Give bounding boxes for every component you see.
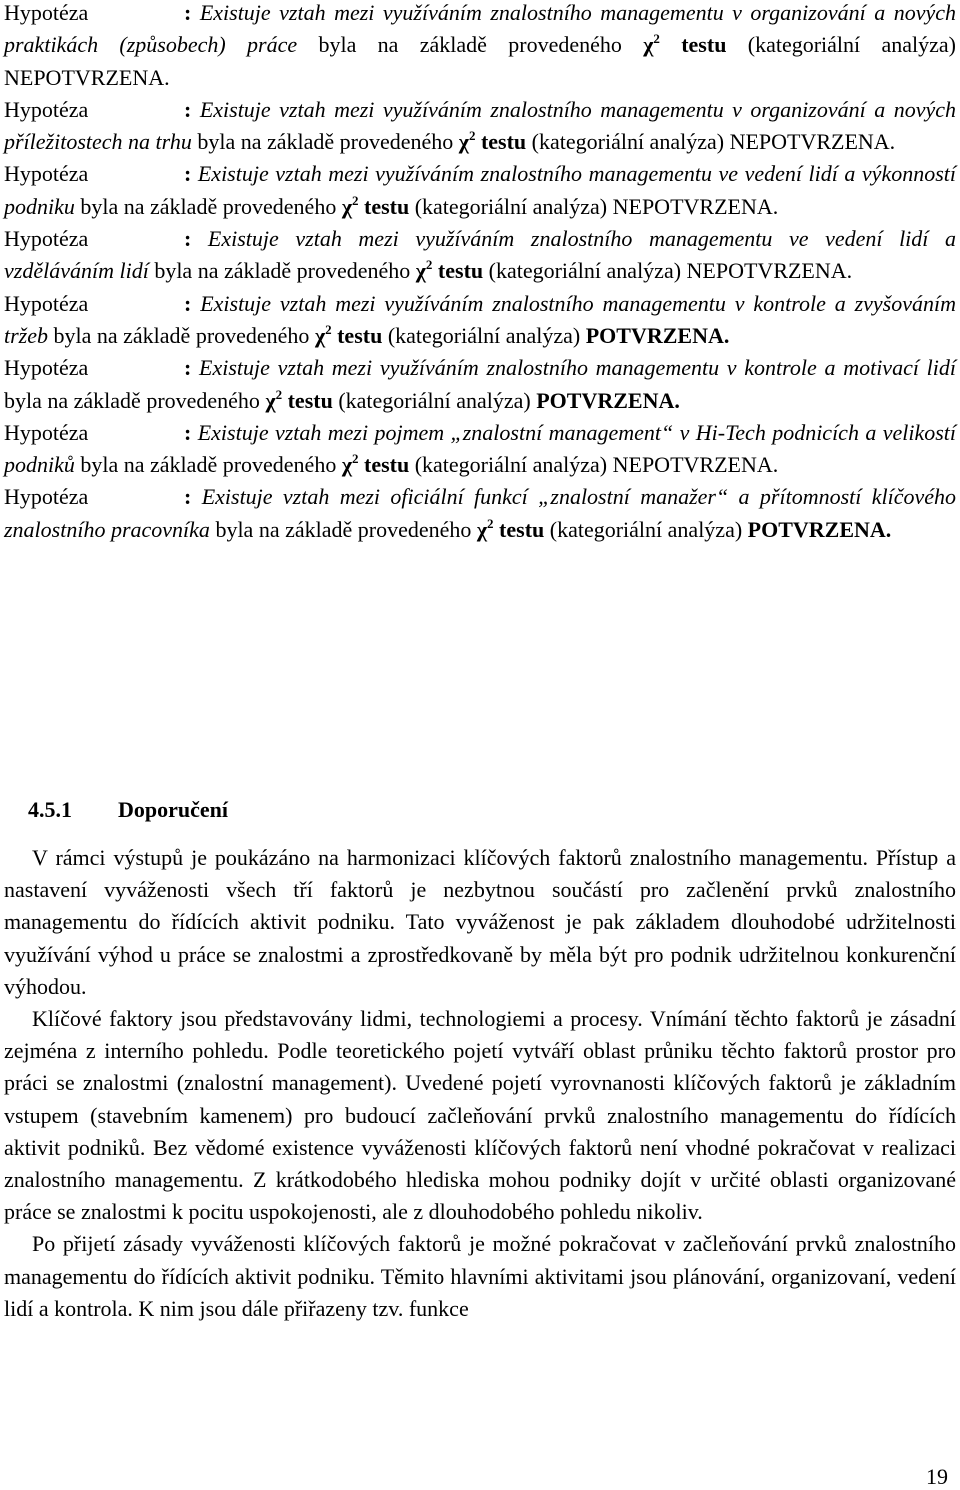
chi-exponent: 2 <box>352 192 359 208</box>
hypothesis-label: Hypotéza <box>4 484 89 510</box>
hypothesis-claim: Existuje vztah mezi pojmem „znalostní management“ v Hi-Tech podnicích a velikostí podniků <box>4 419 957 478</box>
hypothesis-result: NEPOTVRZENA. <box>612 452 779 478</box>
chi-square-symbol <box>477 517 494 542</box>
hypothesis <box>4 0 956 94</box>
hypothesis-colon: : <box>184 0 192 25</box>
hypothesis-result: NEPOTVRZENA. <box>729 129 896 155</box>
hypothesis <box>4 288 956 353</box>
test-label: testu <box>499 516 545 542</box>
analysis-type: (kategoriální analýza) <box>531 129 725 155</box>
hypothesis-method: byla na základě provedeného <box>215 516 472 542</box>
hypothesis-colon: : <box>184 161 192 187</box>
hypothesis <box>4 94 956 159</box>
hypothesis-result: NEPOTVRZENA. <box>612 193 779 219</box>
chi-square-symbol <box>643 32 660 57</box>
hypothesis-colon: : <box>184 226 192 252</box>
recommendation-text <box>4 842 956 1325</box>
hypothesis-result: POTVRZENA. <box>585 322 730 348</box>
hypothesis-label: Hypotéza <box>4 419 89 445</box>
analysis-type: (kategoriální analýza) <box>488 258 682 284</box>
chi-letter: χ <box>458 129 469 155</box>
chi-square-symbol <box>342 194 359 219</box>
section-number: 4.5.1 <box>28 797 72 822</box>
hypothesis-result: POTVRZENA. <box>536 387 680 413</box>
test-label: testu <box>364 193 410 219</box>
test-label: testu <box>337 322 383 348</box>
hypothesis-method: byla na základě provedeného <box>318 32 622 58</box>
hypothesis-claim: Existuje vztah mezi využíváním znalostního managementu ve vedení lidí a vzděláváním lidí <box>4 226 956 284</box>
chi-square-symbol <box>342 452 359 477</box>
test-label: testu <box>480 129 527 155</box>
chi-letter: χ <box>643 32 654 58</box>
hypothesis-claim: Existuje vztah mezi využíváním znalostního managementu v kontrole a zvyšováním tržeb <box>4 290 957 348</box>
hypotheses-list <box>4 0 956 546</box>
hypothesis-label: Hypotéza <box>4 0 89 25</box>
hypothesis-claim: Existuje vztah mezi oficiální funkcí „znalostní manažer“ a přítomností klíčového znalostního pracovníka <box>4 484 956 542</box>
chi-square-symbol <box>459 129 476 154</box>
hypothesis-method: byla na základě provedeného <box>197 129 454 155</box>
hypothesis-label: Hypotéza <box>4 161 89 187</box>
hypothesis-label: Hypotéza <box>4 96 89 122</box>
chi-letter: χ <box>265 387 276 413</box>
analysis-type: (kategoriální analýza) <box>387 322 581 348</box>
paragraph: Po přijetí zásady vyváženosti klíčových faktorů je možné pokračovat v začleňování prvků znalostního managementu do řídících aktivit podniku. Těmito hlavními aktivitami jsou plánování, organizovaní, vedení lidí a kontrola. K nim jsou dále přiřazeny tzv. funkce <box>4 1231 956 1321</box>
section-title: Doporučení <box>118 797 228 822</box>
hypothesis <box>4 417 956 482</box>
hypothesis-claim: Existuje vztah mezi využíváním znalostního managementu v organizování a nových příležitostech na trhu <box>4 96 956 155</box>
test-label: testu <box>437 258 484 284</box>
test-label: testu <box>287 387 333 413</box>
chi-letter: χ <box>314 322 326 348</box>
test-label: testu <box>364 452 410 478</box>
hypothesis-colon: : <box>184 355 192 381</box>
test-label: testu <box>681 32 727 58</box>
hypothesis-method: byla na základě provedeného <box>80 193 337 219</box>
hypothesis-method: byla na základě provedeného <box>53 322 310 348</box>
chi-exponent: 2 <box>425 257 433 273</box>
analysis-type: (kategoriální analýza) <box>414 193 608 219</box>
hypothesis-label: Hypotéza <box>4 290 89 316</box>
hypothesis-result: NEPOTVRZENA. <box>686 258 853 284</box>
chi-square-symbol <box>265 388 282 413</box>
hypothesis <box>4 223 956 288</box>
hypothesis <box>4 352 956 417</box>
chi-letter: χ <box>476 516 488 542</box>
paragraph: V rámci výstupů je poukázáno na harmonizaci klíčových faktorů znalostního managementu. Přístup a nastavení vyváženosti všech tří faktorů je nezbytnou součástí pro začlenění prvků znalostního managementu do řídících aktivit podniku. Tato vyváženost je pak základem dlouhodobé udržitelnosti využívání výhod u práce se znalostmi a zprostředkovaně by měla být pro podnik udržitelnou konkurenční výhodou. <box>4 845 956 999</box>
analysis-type: (kategoriální analýza) <box>747 32 956 58</box>
hypothesis-claim: Existuje vztah mezi využíváním znalostního managementu v kontrole a motivací lidí <box>199 355 956 381</box>
chi-letter: χ <box>341 193 352 219</box>
hypothesis <box>4 481 956 546</box>
chi-exponent: 2 <box>275 386 283 402</box>
analysis-type: (kategoriální analýza) <box>338 387 531 413</box>
chi-exponent: 2 <box>468 128 476 144</box>
paragraph: Klíčové faktory jsou představovány lidmi, technologiemi a procesy. Vnímání těchto faktorů je zásadní zejména z interního pohledu. Podle teoretického pojetí vytváří oblast průniku těchto faktorů prostor pro práci se znalostmi (znalostní management). Uvedené pojetí vyrovnanosti klíčových faktorů je základním vstupem (stavebním kamenem) pro budoucí začleňování prvků znalostního managementu do řídících aktivit podniků. Bez vědomé existence vyváženosti klíčových faktorů není vhodné pokračovat v realizaci znalostního managementu. Z krátkodobého hlediska mohou podniky dojít v určité oblasti organizované práce se znalostmi k pocitu uspokojenosti, ale z dlouhodobého pohledu nikoliv. <box>4 1006 956 1225</box>
chi-letter: χ <box>341 452 352 478</box>
chi-exponent: 2 <box>352 451 359 467</box>
page-number: 19 <box>926 1464 948 1489</box>
chi-exponent: 2 <box>653 31 660 47</box>
chi-letter: χ <box>415 258 426 284</box>
section-heading <box>28 797 228 823</box>
analysis-type: (kategoriální analýza) <box>549 516 743 542</box>
hypothesis-claim: Existuje vztah mezi využíváním znalostního managementu v organizování a nových praktikách (způsobech) práce <box>4 0 956 58</box>
hypothesis-result: POTVRZENA. <box>747 516 892 542</box>
hypothesis-method: byla na základě provedeného <box>4 387 260 413</box>
hypothesis-label: Hypotéza <box>4 355 89 381</box>
chi-square-symbol <box>315 323 332 348</box>
analysis-type: (kategoriální analýza) <box>414 452 608 478</box>
hypothesis-result: NEPOTVRZENA. <box>4 64 170 90</box>
hypothesis <box>4 158 956 223</box>
hypothesis-method: byla na základě provedeného <box>154 258 411 284</box>
hypothesis-method: byla na základě provedeného <box>80 452 337 478</box>
hypothesis-colon: : <box>184 419 192 445</box>
hypothesis-colon: : <box>184 290 192 316</box>
hypothesis-claim: Existuje vztah mezi využíváním znalostního managementu ve vedení lidí a výkonností podniku <box>4 161 956 219</box>
hypothesis-colon: : <box>184 96 192 122</box>
hypothesis-label: Hypotéza <box>4 226 89 252</box>
chi-exponent: 2 <box>325 321 332 337</box>
chi-exponent: 2 <box>487 515 494 531</box>
hypothesis-colon: : <box>184 484 192 510</box>
chi-square-symbol <box>416 258 433 283</box>
